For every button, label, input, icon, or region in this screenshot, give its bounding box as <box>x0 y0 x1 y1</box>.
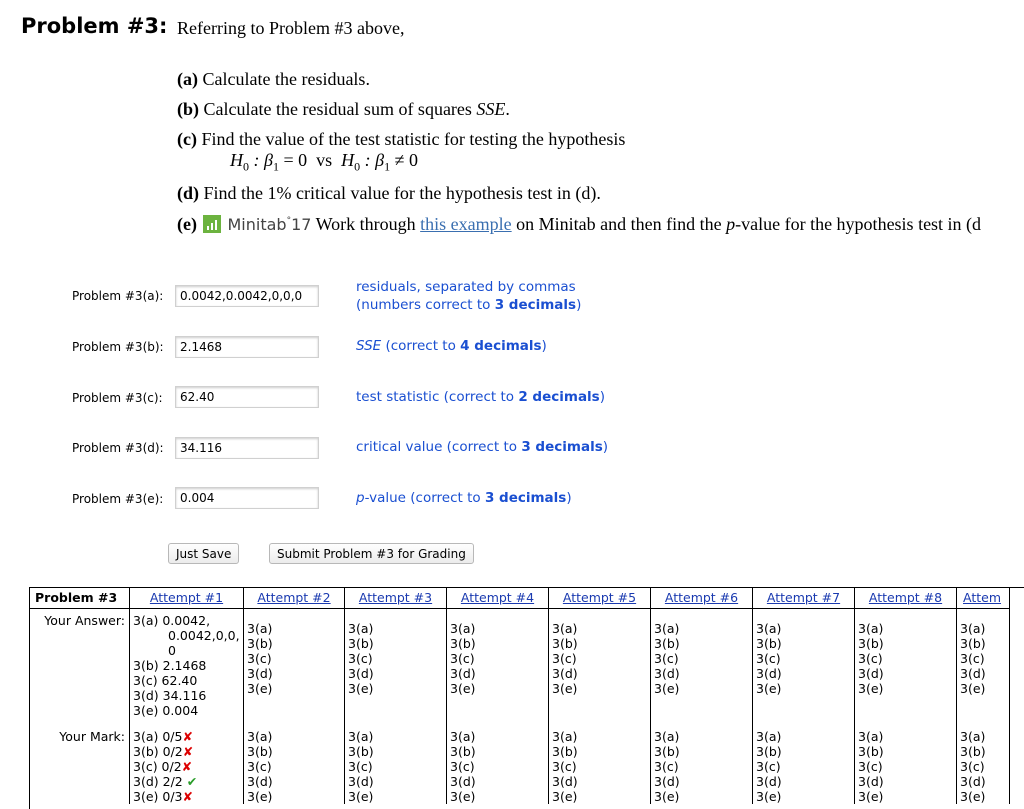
wrong-icon: ✘ <box>182 743 194 759</box>
part-e-text: Work through <box>315 214 416 234</box>
attempt-5-answer <box>549 609 651 727</box>
h1-subscript: 0 <box>354 159 361 174</box>
attempt-4-marks <box>447 727 549 804</box>
attempt-part-label: 3(c) <box>450 758 475 774</box>
beta-subscript-2: 1 <box>384 159 391 174</box>
attempt-6-marks <box>651 727 753 804</box>
attempt-part-label: 3(c) <box>247 651 272 666</box>
answer-a-input[interactable] <box>175 285 319 307</box>
part-c-letter: (c) <box>177 129 197 149</box>
attempt-part-label: 3(c) <box>654 758 679 774</box>
answer-c-hint-text: test statistic (correct to <box>356 389 519 405</box>
attempt-part-label: 3(c) <box>450 651 475 666</box>
attempt-part-label: 3(b) <box>552 636 578 651</box>
submit-button[interactable]: Submit Problem #3 for Grading <box>269 543 474 564</box>
attempt-header-1[interactable] <box>130 587 244 609</box>
attempt-part-label: 3(c) <box>552 651 577 666</box>
answer-row <box>29 609 1010 727</box>
attempt-part-label: 3(b) <box>552 743 578 759</box>
attempt-part-label: 3(e) <box>247 681 273 696</box>
answer-d-hint-text: critical value (correct to <box>356 439 522 455</box>
attempt-part-label: 3(e) <box>756 788 782 804</box>
attempt-part-label: 3(b) <box>960 636 986 651</box>
mark-line <box>133 729 240 744</box>
attempt-link-3[interactable]: Attempt #3 <box>358 590 433 605</box>
example-link[interactable]: this example <box>420 214 512 234</box>
part-a <box>177 69 370 90</box>
problem-title: Problem #3: <box>21 14 168 38</box>
attempt-part-label: 3(b) <box>654 636 680 651</box>
mark-line <box>133 774 240 789</box>
attempt-part-label: 3(b) <box>858 636 884 651</box>
part-d <box>177 183 601 204</box>
minitab-version: 17 <box>291 215 312 234</box>
attempt-part-label: 3(d) <box>552 773 578 789</box>
attempt-9-answer <box>957 609 1010 727</box>
attempt-part-label: 3(a) <box>960 621 986 636</box>
answer-e-hint-text: -value (correct to <box>364 490 485 506</box>
mark-line <box>133 759 240 774</box>
answer-d-hint-close: ) <box>602 439 609 455</box>
attempt-part-label: 3(c) <box>756 758 781 774</box>
beta-symbol-2: : β <box>360 150 385 170</box>
attempt-part-label: 3(a) <box>247 621 273 636</box>
attempt-part-label: 3(b) <box>960 743 986 759</box>
answer-c-label: Problem #3(c): <box>72 391 163 405</box>
attempt-part-label: 3(e) <box>960 681 986 696</box>
answer-line: 3(d) 34.116 <box>133 688 207 703</box>
part-b <box>177 99 510 120</box>
attempt-part-label: 3(a) <box>552 728 578 744</box>
attempt-part-label: 3(e) <box>348 681 374 696</box>
attempt-part-label: 3(c) <box>756 651 781 666</box>
answer-e-hint-close: ) <box>566 490 572 506</box>
wrong-icon: ✘ <box>181 758 193 774</box>
minitab-icon <box>203 215 221 233</box>
part-d-text: Find the 1% critical value for the hypothesis test in (d). <box>203 183 601 203</box>
attempt-1-answer <box>130 609 244 727</box>
attempt-part-label: 3(c) <box>247 758 272 774</box>
attempt-8-marks <box>855 727 957 804</box>
h0-subscript: 0 <box>243 159 249 174</box>
answer-b-hint-text: (correct to <box>381 338 461 354</box>
attempt-part-label: 3(c) <box>552 758 577 774</box>
attempt-part-label: 3(c) <box>348 758 373 774</box>
attempt-part-label: 3(a) <box>450 621 476 636</box>
attempt-link-6[interactable]: Attempt #6 <box>664 590 739 605</box>
attempt-part-label: 3(a) <box>756 621 782 636</box>
sse-variable: SSE <box>476 99 506 119</box>
part-c-text: Find the value of the test statistic for testing the hypothesis <box>201 129 626 149</box>
beta-subscript: 1 <box>272 159 279 174</box>
part-b-text: Calculate the residual sum of squares <box>203 99 472 119</box>
attempt-part-label: 3(a) <box>960 728 986 744</box>
attempt-part-label: 3(d) <box>247 666 273 681</box>
attempt-header-8[interactable] <box>855 587 957 609</box>
attempt-part-label: 3(d) <box>858 773 884 789</box>
answer-b-input[interactable] <box>175 336 319 358</box>
attempt-1-marks <box>130 727 244 804</box>
answer-line: 0.0042,0,0, <box>168 628 240 643</box>
answer-d-hint <box>356 438 608 456</box>
answer-line: 3(a) 0.0042, <box>133 613 211 628</box>
attempt-header-6[interactable] <box>651 587 753 609</box>
mark-text: 3(e) 0/3 <box>133 788 183 804</box>
attempt-part-label: 3(d) <box>960 666 986 681</box>
attempt-part-label: 3(d) <box>756 666 782 681</box>
attempt-4-answer <box>447 609 549 727</box>
mark-line <box>133 789 240 804</box>
attempt-part-label: 3(d) <box>654 773 680 789</box>
mark-text: 3(c) 0/2 <box>133 758 182 774</box>
p-variable: p <box>726 214 736 234</box>
attempt-9-marks <box>957 727 1010 804</box>
attempt-2-answer <box>244 609 345 727</box>
just-save-button[interactable]: Just Save <box>168 543 239 564</box>
answer-line: 3(b) 2.1468 <box>133 658 207 673</box>
attempt-part-label: 3(b) <box>756 636 782 651</box>
attempt-part-label: 3(e) <box>247 788 273 804</box>
answer-e-hint-bold: 3 decimals <box>484 490 567 506</box>
answer-a-hint-text: residuals, separated by commas <box>356 279 576 295</box>
attempt-header-5[interactable] <box>549 587 651 609</box>
attempt-3-answer <box>345 609 447 727</box>
attempt-part-label: 3(b) <box>247 636 273 651</box>
h1-symbol: H <box>332 150 355 170</box>
attempt-part-label: 3(a) <box>654 621 680 636</box>
not-equal-zero: ≠ 0 <box>390 150 418 170</box>
attempt-part-label: 3(b) <box>450 743 476 759</box>
mark-line <box>133 744 240 759</box>
mark-text: 3(b) 0/2 <box>133 743 183 759</box>
answer-e-hint-var: p <box>356 490 365 506</box>
equals-zero: = 0 <box>278 150 317 170</box>
attempt-header-3[interactable] <box>345 587 447 609</box>
answer-c-input[interactable] <box>175 386 319 408</box>
attempt-part-label: 3(d) <box>247 773 273 789</box>
attempt-part-label: 3(e) <box>552 788 578 804</box>
attempt-part-label: 3(a) <box>450 728 476 744</box>
answer-d-input[interactable] <box>175 437 319 459</box>
part-e-letter: (e) <box>177 214 197 234</box>
attempt-part-label: 3(d) <box>450 666 476 681</box>
attempt-link-5[interactable]: Attempt #5 <box>562 590 637 605</box>
part-c <box>177 129 625 150</box>
part-e-text-2: on Minitab and then find the <box>516 214 722 234</box>
minitab-label: Minitab <box>227 215 287 234</box>
attempt-part-label: 3(a) <box>348 621 374 636</box>
attempt-link-2[interactable]: Attempt #2 <box>257 590 331 605</box>
attempt-part-label: 3(c) <box>858 651 883 666</box>
attempt-part-label: 3(e) <box>348 788 374 804</box>
attempt-part-label: 3(b) <box>348 743 374 759</box>
attempt-part-label: 3(b) <box>247 743 273 759</box>
check-icon: ✔ <box>186 773 198 789</box>
answer-b-hint <box>356 337 547 355</box>
answer-line: 3(e) 0.004 <box>133 703 199 718</box>
attempt-link-1[interactable]: Attempt #1 <box>149 590 224 605</box>
minitab-registered: ° <box>286 216 292 226</box>
attempt-link-7[interactable]: Attempt #7 <box>766 590 841 605</box>
attempt-part-label: 3(a) <box>348 728 374 744</box>
attempt-part-label: 3(e) <box>858 681 884 696</box>
answer-line: 0 <box>168 643 176 658</box>
attempt-part-label: 3(c) <box>960 758 985 774</box>
attempt-part-label: 3(e) <box>960 788 986 804</box>
h0-symbol: H <box>230 150 243 170</box>
part-d-letter: (d) <box>177 183 199 203</box>
attempt-part-label: 3(d) <box>858 666 884 681</box>
part-e <box>177 214 981 235</box>
attempt-part-label: 3(c) <box>654 651 679 666</box>
attempt-2-marks <box>244 727 345 804</box>
attempt-6-answer <box>651 609 753 727</box>
attempt-part-label: 3(e) <box>654 681 680 696</box>
attempt-part-label: 3(d) <box>960 773 986 789</box>
attempt-part-label: 3(d) <box>348 773 374 789</box>
mark-text: 3(a) 0/5 <box>133 728 183 744</box>
answer-a-hint-close: ) <box>576 297 582 313</box>
answer-e-hint <box>356 489 572 507</box>
attempt-part-label: 3(c) <box>348 651 373 666</box>
attempt-part-label: 3(b) <box>348 636 374 651</box>
attempt-part-label: 3(a) <box>756 728 782 744</box>
attempt-part-label: 3(e) <box>654 788 680 804</box>
attempt-7-answer <box>753 609 855 727</box>
attempts-header-row <box>29 587 1010 609</box>
mark-text: 3(d) 2/2 <box>133 773 187 789</box>
answer-d-hint-bold: 3 decimals <box>521 439 603 455</box>
attempt-link-4[interactable]: Attempt #4 <box>460 590 535 605</box>
attempt-part-label: 3(a) <box>247 728 273 744</box>
mark-row <box>29 727 1010 804</box>
vs-text: vs <box>316 150 333 170</box>
answer-c-hint-close: ) <box>599 389 605 405</box>
wrong-icon: ✘ <box>182 728 193 744</box>
your-answer-label: Your Answer: <box>29 609 130 727</box>
attempt-header-4[interactable] <box>447 587 549 609</box>
answer-c-hint-bold: 2 decimals <box>518 389 600 405</box>
attempt-part-label: 3(b) <box>654 743 680 759</box>
part-b-letter: (b) <box>177 99 199 119</box>
attempt-part-label: 3(e) <box>450 788 476 804</box>
answer-b-hint-bold: 4 decimals <box>460 338 542 354</box>
attempt-part-label: 3(b) <box>858 743 884 759</box>
problem-intro: Referring to Problem #3 above, <box>177 18 405 38</box>
your-mark-label: Your Mark: <box>29 727 130 804</box>
part-b-tail: . <box>505 99 510 119</box>
answer-d-label: Problem #3(d): <box>72 441 164 455</box>
part-a-text: Calculate the residuals. <box>202 69 370 89</box>
part-e-text-3: -value for the hypothesis test in (d <box>735 214 982 234</box>
attempts-table <box>29 587 1010 804</box>
answer-a-label: Problem #3(a): <box>72 289 164 303</box>
attempt-part-label: 3(e) <box>450 681 476 696</box>
attempt-part-label: 3(a) <box>858 728 884 744</box>
table-corner: Problem #3 <box>29 587 130 609</box>
answer-c-hint <box>356 388 605 406</box>
answer-a-hint-text-2: (numbers correct to <box>356 297 495 313</box>
answer-a-hint <box>356 278 581 314</box>
answer-line: 3(c) 62.40 <box>133 673 198 688</box>
attempt-part-label: 3(e) <box>756 681 782 696</box>
attempt-part-label: 3(b) <box>756 743 782 759</box>
attempt-header-9[interactable] <box>957 587 1010 609</box>
part-a-letter: (a) <box>177 69 198 89</box>
answer-e-label: Problem #3(e): <box>72 492 164 506</box>
attempt-part-label: 3(c) <box>858 758 883 774</box>
answer-b-hint-var: SSE <box>356 338 382 354</box>
answer-e-input[interactable] <box>175 487 319 509</box>
attempt-part-label: 3(a) <box>654 728 680 744</box>
attempt-part-label: 3(d) <box>654 666 680 681</box>
attempt-part-label: 3(d) <box>450 773 476 789</box>
beta-symbol: : β <box>249 150 273 170</box>
answer-a-hint-bold: 3 decimals <box>494 297 577 313</box>
attempt-7-marks <box>753 727 855 804</box>
attempt-part-label: 3(a) <box>552 621 578 636</box>
attempt-8-answer <box>855 609 957 727</box>
attempt-part-label: 3(e) <box>552 681 578 696</box>
wrong-icon: ✘ <box>182 788 193 804</box>
attempt-header-7[interactable] <box>753 587 855 609</box>
hypothesis-formula <box>230 150 418 175</box>
attempt-link-9[interactable]: Attem <box>963 590 1002 605</box>
attempt-part-label: 3(e) <box>858 788 884 804</box>
answer-b-hint-close: ) <box>541 338 547 354</box>
attempt-part-label: 3(c) <box>960 651 985 666</box>
attempt-part-label: 3(d) <box>552 666 578 681</box>
answer-b-label: Problem #3(b): <box>72 340 164 354</box>
attempt-header-2[interactable] <box>244 587 345 609</box>
attempt-5-marks <box>549 727 651 804</box>
attempt-part-label: 3(d) <box>348 666 374 681</box>
attempt-part-label: 3(a) <box>858 621 884 636</box>
attempt-part-label: 3(b) <box>450 636 476 651</box>
attempt-3-marks <box>345 727 447 804</box>
attempt-link-8[interactable]: Attempt #8 <box>868 590 943 605</box>
attempt-part-label: 3(d) <box>756 773 782 789</box>
